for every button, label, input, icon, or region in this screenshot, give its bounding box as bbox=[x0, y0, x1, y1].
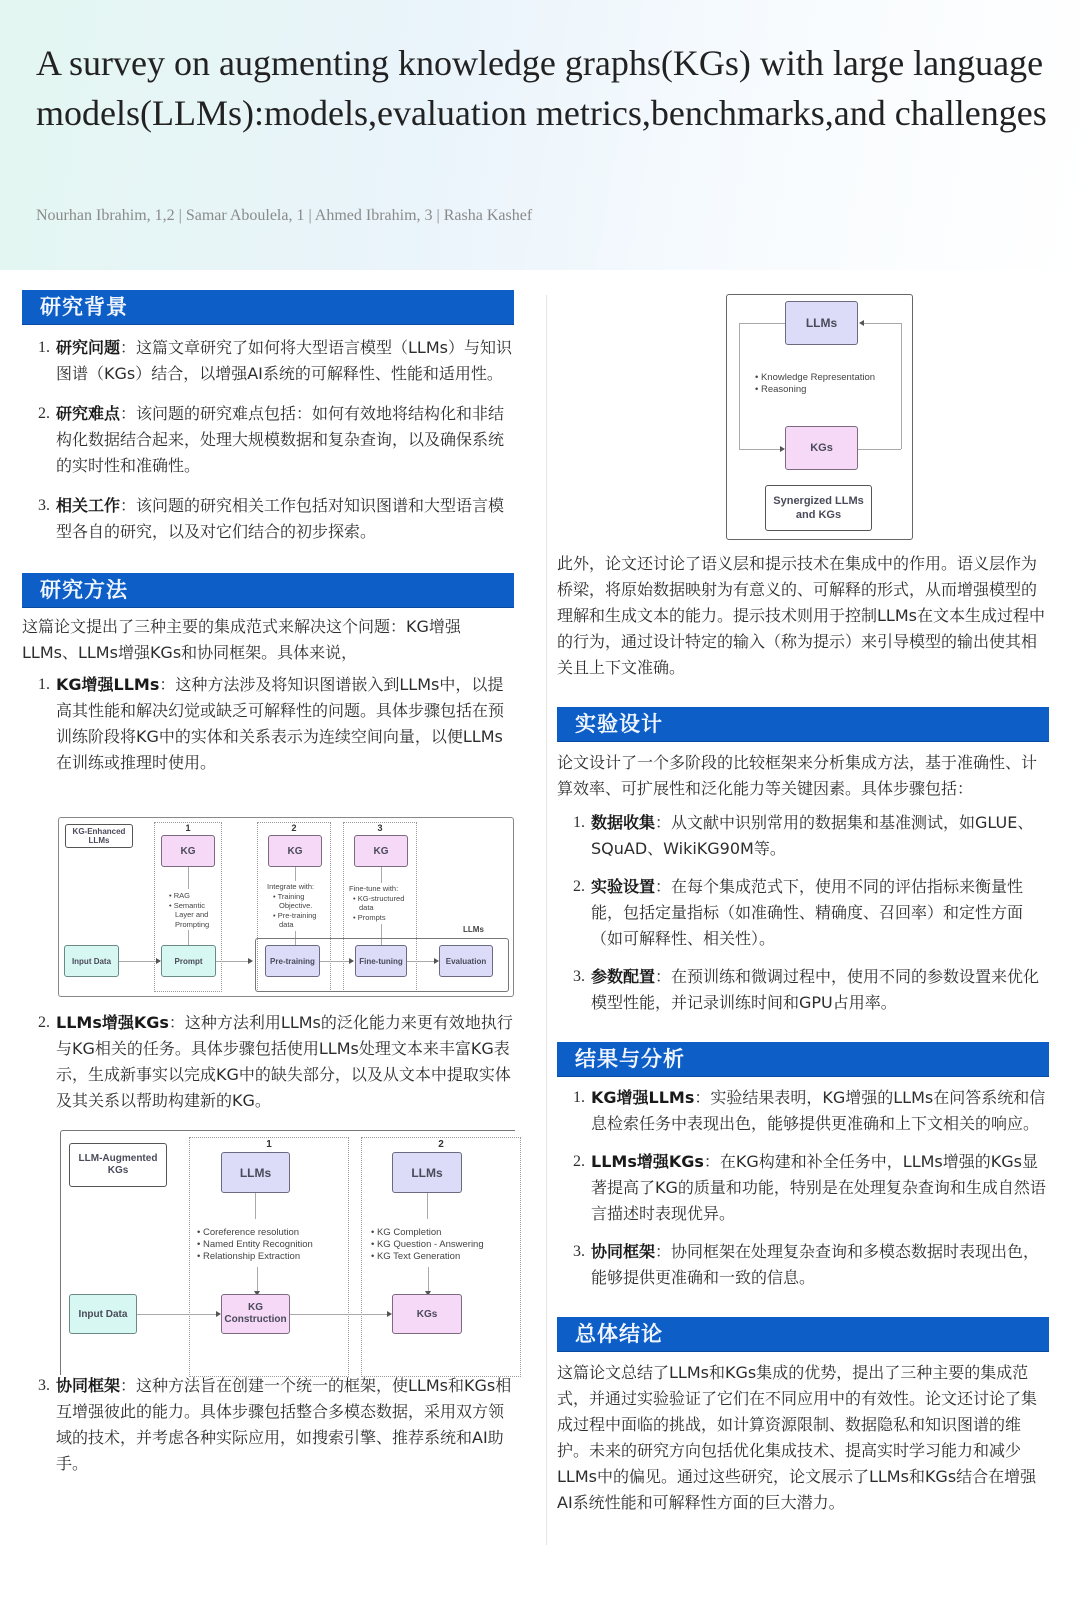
arrow-right-icon bbox=[248, 958, 253, 964]
llms-group-label: LLMs bbox=[463, 925, 484, 934]
list-item bbox=[557, 1149, 1049, 1227]
section-heading: 研究背景 bbox=[22, 290, 514, 325]
item-number: 2. bbox=[38, 405, 50, 422]
stage-3-notes: Fine-tune with: • KG-structured data • Prompts bbox=[349, 884, 405, 922]
kg-enhanced-llms-diagram bbox=[58, 817, 514, 997]
connector bbox=[739, 449, 780, 450]
arrow-right-icon bbox=[434, 958, 439, 964]
item-label: 研究难点 bbox=[56, 404, 121, 423]
background-list bbox=[22, 335, 514, 545]
item-text: ：在预训练和微调过程中，使用不同的参数设置来优化模型性能，并记录训练时间和GPU占用率。 bbox=[591, 967, 1040, 1012]
llm-augmented-kgs-diagram bbox=[60, 1130, 515, 1375]
llms-box: LLMs bbox=[785, 301, 858, 345]
item-text: ：实验结果表明，KG增强的LLMs在问答系统和信息检索任务中表现出色，能够提供更准确和上下文相关的响应。 bbox=[591, 1088, 1046, 1133]
item-text: ：这种方法旨在创建一个统一的框架，使LLMs和KGs相互增强彼此的能力。具体步骤包括整合多模态数据，采用双方领域的技术，并考虑各种实际应用，如搜索引擎、推荐系统和AI助手。 bbox=[56, 1376, 512, 1473]
connector bbox=[427, 1193, 428, 1219]
diagram-title-box: LLM-Augmented KGs bbox=[69, 1143, 167, 1187]
item-number: 3. bbox=[573, 1243, 585, 1260]
stage-number: 3 bbox=[377, 823, 383, 833]
connector bbox=[290, 1314, 387, 1315]
column-divider bbox=[546, 295, 547, 1545]
stage-number: 1 bbox=[266, 1139, 272, 1150]
methods-list-continued bbox=[22, 1010, 514, 1114]
section-conclusion bbox=[557, 1317, 1049, 1516]
right-column bbox=[557, 551, 1049, 1516]
flow-kg-construction: KG Construction bbox=[221, 1294, 290, 1334]
item-text: ：协同框架在处理复杂查询和多模态数据时表现出色，能够提供更准确和一致的信息。 bbox=[591, 1242, 1040, 1287]
item-text: ：从文献中识别常用的数据集和基准测试，如GLUE、SQuAD、WikiKG90M等。 bbox=[591, 813, 1034, 858]
connector bbox=[407, 961, 434, 962]
item-label: LLMs增强KGs bbox=[56, 1013, 169, 1032]
item-label: LLMs增强KGs bbox=[591, 1152, 704, 1171]
list-item bbox=[22, 1010, 514, 1114]
section-heading: 实验设计 bbox=[557, 707, 1049, 742]
methods-intro: 这篇论文提出了三种主要的集成范式来解决这个问题：KG增强LLMs、LLMs增强KGs和协同框架。具体来说， bbox=[22, 617, 461, 662]
item-number: 2. bbox=[38, 1014, 50, 1031]
list-item bbox=[22, 335, 514, 387]
flow-input-data: Input Data bbox=[69, 1294, 137, 1334]
stage-1-notes: • RAG • Semantic Layer and Prompting bbox=[169, 891, 210, 929]
stage-number: 2 bbox=[438, 1139, 444, 1150]
item-label: 参数配置 bbox=[591, 967, 656, 986]
item-label: 实验设置 bbox=[591, 877, 656, 896]
llms-box: LLMs bbox=[392, 1152, 462, 1193]
section-heading: 结果与分析 bbox=[557, 1042, 1049, 1077]
semantic-layer-paragraph: 此外，论文还讨论了语义层和提示技术在集成中的作用。语义层作为桥梁，将原始数据映射为有意义的、可解释的形式，从而增强模型的理解和生成文本的能力。提示技术则用于控制LLMs在文本生成过程中的行为，通过设计特定的输入（称为提示）来引导模型的输出使其相关且上下文准确。 bbox=[557, 554, 1045, 677]
section-heading: 总体结论 bbox=[557, 1317, 1049, 1352]
connector bbox=[381, 867, 382, 883]
connector bbox=[864, 323, 901, 324]
connector bbox=[216, 961, 249, 962]
item-number: 1. bbox=[573, 814, 585, 831]
synergized-diagram bbox=[726, 294, 913, 540]
stage-number: 1 bbox=[185, 823, 191, 833]
flow-fine-tuning: Fine-tuning bbox=[355, 945, 407, 977]
connector bbox=[137, 1314, 216, 1315]
experiment-intro: 论文设计了一个多阶段的比较框架来分析集成方法，基于准确性、计算效率、可扩展性和泛化能力等关键因素。具体步骤包括： bbox=[557, 753, 1038, 798]
connector bbox=[739, 323, 740, 449]
stage-2-notes: • KG Completion • KG Question - Answering • KG Text Generation bbox=[371, 1227, 484, 1262]
connector bbox=[257, 1267, 258, 1292]
results-list bbox=[557, 1085, 1049, 1291]
section-experiment bbox=[557, 707, 1049, 1016]
paper-header bbox=[0, 0, 1080, 270]
stage-number: 2 bbox=[291, 823, 297, 833]
item-number: 3. bbox=[573, 968, 585, 985]
flow-prompt: Prompt bbox=[161, 945, 216, 977]
connector bbox=[188, 867, 189, 889]
item-number: 1. bbox=[38, 339, 50, 356]
connector bbox=[119, 961, 157, 962]
connector bbox=[295, 867, 296, 881]
arrow-right-icon bbox=[156, 958, 161, 964]
item-label: 协同框架 bbox=[56, 1376, 121, 1395]
item-label: 数据收集 bbox=[591, 813, 656, 832]
item-number: 2. bbox=[573, 878, 585, 895]
item-text: ：这种方法利用LLMs的泛化能力来更有效地执行与KG相关的任务。具体步骤包括使用LLMs处理文本来丰富KG表示，生成新事实以完成KG中的缺失部分，以及从文本中提取实体及其关系以帮助构建新的KG。 bbox=[56, 1013, 513, 1110]
item-label: KG增强LLMs bbox=[591, 1088, 695, 1107]
experiment-list bbox=[557, 810, 1049, 1016]
item-text: ：该问题的研究相关工作包括对知识图谱和大型语言模型各自的研究，以及对它们结合的初步探索。 bbox=[56, 496, 505, 541]
flow-evaluation: Evaluation bbox=[439, 945, 493, 977]
arrow-right-icon bbox=[387, 1311, 392, 1317]
synergy-notes: • Knowledge Representation • Reasoning bbox=[755, 372, 876, 395]
item-number: 1. bbox=[573, 1089, 585, 1106]
list-item bbox=[22, 1373, 514, 1477]
item-number: 1. bbox=[38, 676, 50, 693]
arrow-right-icon bbox=[216, 1311, 221, 1317]
item-label: 协同框架 bbox=[591, 1242, 656, 1261]
item-label: KG增强LLMs bbox=[56, 675, 160, 694]
item-number: 3. bbox=[38, 497, 50, 514]
list-item bbox=[22, 493, 514, 545]
diagram-title-box: KG-Enhanced LLMs bbox=[65, 824, 133, 848]
section-heading: 研究方法 bbox=[22, 573, 514, 608]
item-number: 3. bbox=[38, 1377, 50, 1394]
connector bbox=[858, 449, 901, 450]
section-background bbox=[22, 290, 514, 545]
kg-box: KG bbox=[161, 835, 215, 867]
flow-pre-training: Pre-training bbox=[265, 945, 320, 977]
section-methods bbox=[22, 573, 514, 776]
list-item bbox=[557, 1085, 1049, 1137]
arrow-left-icon bbox=[859, 320, 864, 326]
item-text: ：在每个集成范式下，使用不同的评估指标来衡量性能，包括定量指标（如准确性、精确度、召回率）和定性方面（如可解释性、相关性）。 bbox=[591, 877, 1024, 948]
list-item bbox=[557, 874, 1049, 952]
item-text: ：该问题的研究难点包括：如何有效地将结构化和非结构化数据结合起来，处理大规模数据和复杂查询，以及确保系统的实时性和准确性。 bbox=[56, 404, 505, 475]
list-item bbox=[22, 672, 514, 776]
item-label: 相关工作 bbox=[56, 496, 121, 515]
connector bbox=[739, 323, 785, 324]
list-item bbox=[557, 964, 1049, 1016]
item-text: ：这篇文章研究了如何将大型语言模型（LLMs）与知识图谱（KGs）结合，以增强AI系统的可解释性、性能和适用性。 bbox=[56, 338, 512, 383]
stage-2-notes: Integrate with: • Training Objective. • Pre-training data bbox=[267, 882, 317, 929]
connector bbox=[428, 1267, 429, 1292]
list-item bbox=[557, 810, 1049, 862]
conclusion-text: 这篇论文总结了LLMs和KGs集成的优势，提出了三种主要的集成范式，并通过实验验证了它们在不同应用中的有效性。论文还讨论了集成过程中面临的挑战，如计算资源限制、数据隐私和知识图谱的维护。未来的研究方向包括优化集成技术、提高实时学习能力和减少LLMs中的偏见。通过这些研究，论文展示了LLMs和KGs结合在增强AI系统性能和可解释性方面的巨大潜力。 bbox=[557, 1363, 1038, 1512]
kg-box: KG bbox=[268, 835, 322, 867]
item-number: 2. bbox=[573, 1153, 585, 1170]
flow-kgs: KGs bbox=[392, 1294, 462, 1334]
section-results bbox=[557, 1042, 1049, 1291]
item-text: ：在KG构建和补全任务中，LLMs增强的KGs显著提高了KG的质量和功能，特别是在处理复杂查询和生成自然语言描述时表现优异。 bbox=[591, 1152, 1046, 1223]
kgs-box: KGs bbox=[785, 426, 858, 470]
item-text: ：这种方法涉及将知识图谱嵌入到LLMs中，以提高其性能和解决幻觉或缺乏可解释性的问题。具体步骤包括在预训练阶段将KG中的实体和关系表示为连续空间向量，以便LLMs在训练或推理时使用。 bbox=[56, 675, 505, 772]
methods-list bbox=[22, 672, 514, 776]
methods-list-continued bbox=[22, 1373, 514, 1477]
stage-1-notes: • Coreference resolution • Named Entity Recognition • Relationship Extraction bbox=[197, 1227, 313, 1262]
flow-input-data: Input Data bbox=[64, 945, 119, 977]
paper-title: A survey on augmenting knowledge graphs(KGs) with large language models(LLMs):models,evaluation metrics,benchmarks,and challenges bbox=[36, 43, 1047, 133]
item-label: 研究问题 bbox=[56, 338, 121, 357]
connector bbox=[255, 1193, 256, 1219]
llms-box: LLMs bbox=[221, 1152, 290, 1193]
connector bbox=[320, 961, 350, 962]
connector bbox=[901, 323, 902, 449]
list-item bbox=[22, 401, 514, 479]
arrow-right-icon bbox=[349, 958, 354, 964]
list-item bbox=[557, 1239, 1049, 1291]
left-column bbox=[22, 290, 514, 776]
author-list: Nourhan Ibrahim, 1,2 | Samar Aboulela, 1 | Ahmed Ibrahim, 3 | Rasha Kashef bbox=[36, 207, 533, 224]
kg-box: KG bbox=[354, 835, 408, 867]
diagram-title-box: Synergized LLMs and KGs bbox=[765, 485, 872, 531]
